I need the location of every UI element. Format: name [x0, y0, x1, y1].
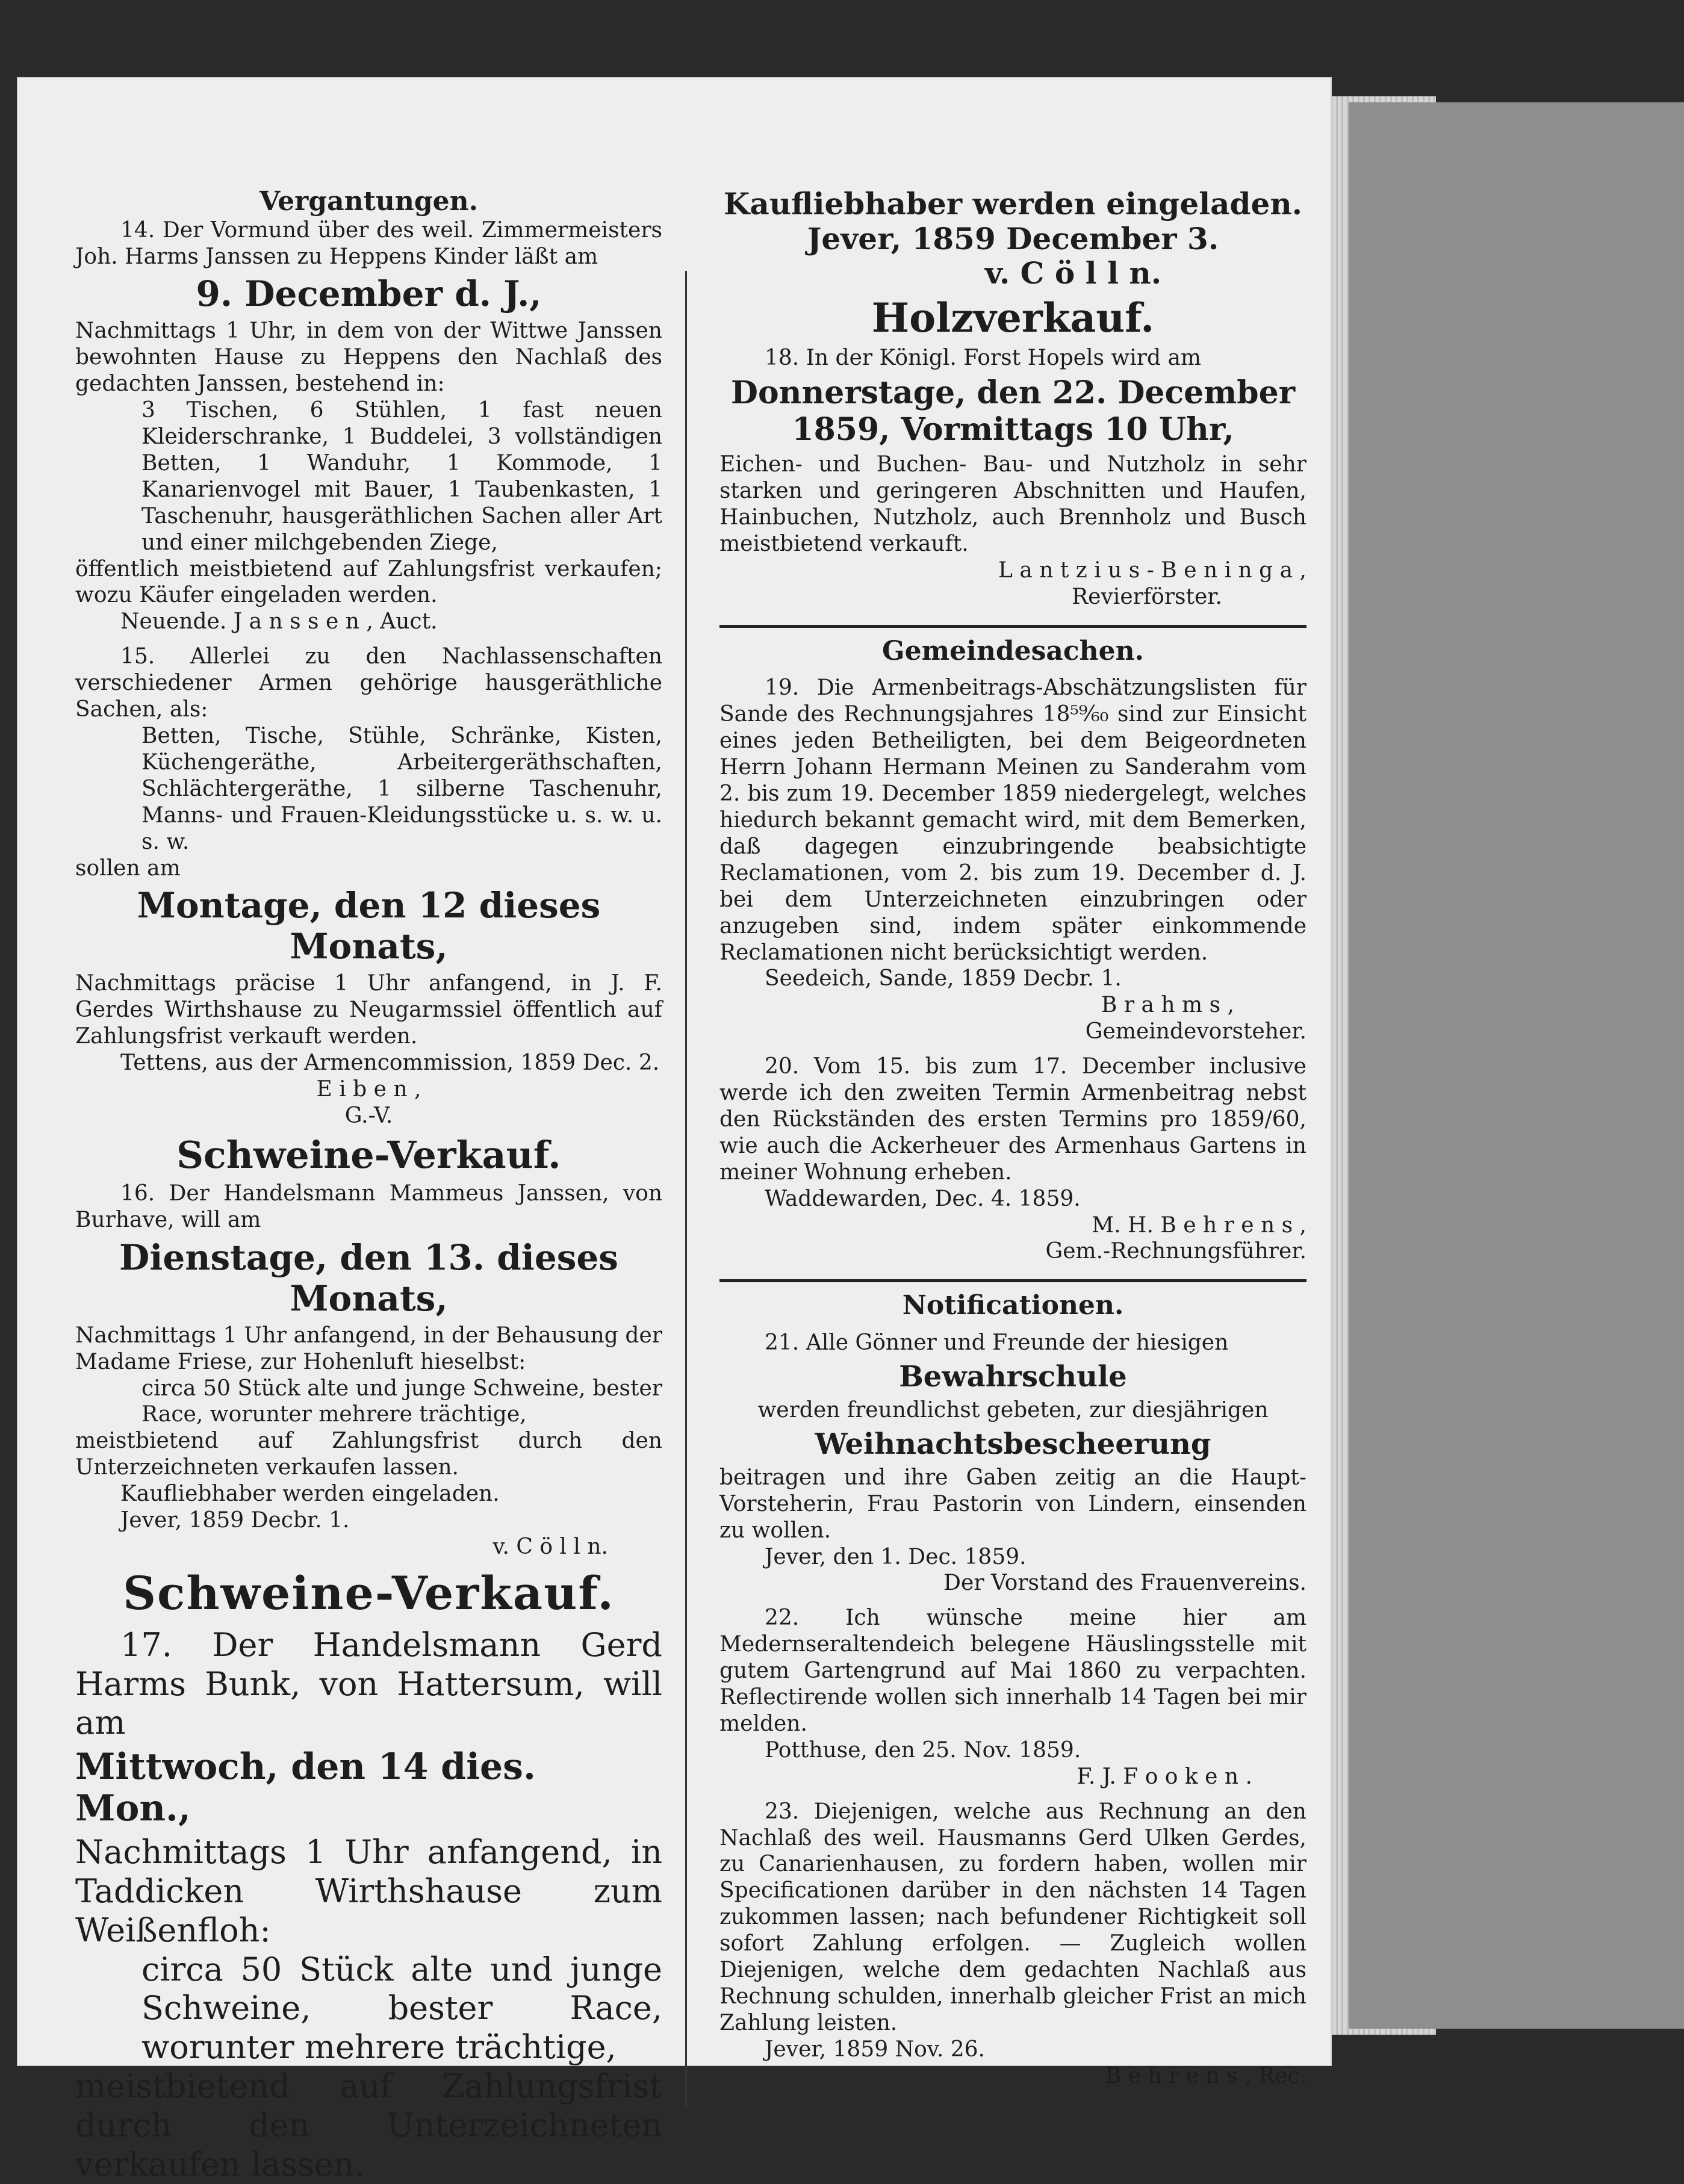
notice-14-signoff: Neuende. J a n s s e n , Auct. [120, 609, 438, 634]
notice-19-signature-title: Gemeindevorsteher. [1085, 1019, 1306, 1044]
notice-21-bewahrschule: Bewahrschule [899, 1359, 1127, 1394]
section-rule [719, 1279, 1306, 1282]
section-heading-schweine-verkauf-1: Schweine-Verkauf. [176, 1132, 561, 1177]
notice-17-intro: 17. Der Handelsmann Gerd Harms Bunk, von Hattersum, will am [75, 1625, 662, 1742]
notice-14-text2: öffentlich meistbietend auf Zahlungsfrist verkaufen; wozu Käufer eingeladen werden. [75, 556, 662, 608]
notice-19-signature: B r a h m s , [1101, 993, 1234, 1018]
notice-16-signature: v. C ö l l n. [492, 1534, 608, 1559]
section-heading-vergantungen: Vergantungen. [259, 186, 478, 217]
notice-19-text: 19. Die Armenbeitrags-Abschätzungslisten für Sande des Rechnungsjahres 18⁵⁹⁄₆₀ sind zur Einsicht eines jeden Betheiligten, bei dem Beigeordneten Herrn Johann Hermann Meinen zu Sanderahm vom 2. bis zum 19. December 1859 niedergelegt, welches hiedurch bekannt gemacht wird, mit dem Bemerken, daß dagegen einzubringende beabsichtigte Reclamationen, vom 2. bis zum 19. December d. J. bei dem Unterzeichneten einzubringen oder anzugeben sind, indem später einkommende Reclamationen nicht berücksichtigt werden. [719, 675, 1306, 965]
section-heading-schweine-verkauf-2: Schweine-Verkauf. [123, 1566, 615, 1620]
notice-15-date: Montage, den 12 dieses Monats, [137, 885, 601, 967]
notice-15-signature-title: G.-V. [344, 1103, 393, 1128]
notice-20-place: Waddewarden, Dec. 4. 1859. [765, 1186, 1081, 1211]
notice-20-signature-title: Gem.-Rechnungsführer. [1045, 1239, 1306, 1264]
notice-16-items: circa 50 Stück alte und junge Schweine, bester Race, worunter mehrere trächtige, [141, 1376, 662, 1427]
section-rule [719, 625, 1306, 628]
notice-16-text: Nachmittags 1 Uhr anfangend, in der Behausung der Madame Friese, zur Hohenluft hieselbst: [75, 1323, 662, 1374]
notice-16-intro: 16. Der Handelsmann Mammeus Janssen, von Burhave, will am [75, 1180, 662, 1232]
notice-18-date: Donnerstage, den 22. December 1859, Vormittags 10 Uhr, [730, 374, 1296, 448]
continued-invite: Kaufliebhaber werden eingeladen. [723, 186, 1303, 222]
continued-signature: v. C ö l l n. [984, 255, 1162, 291]
notice-23-text: 23. Diejenigen, welche aus Rechnung an den Nachlaß des weil. Hausmanns Gerd Ulken Gerdes, zu Canarienhausen, zu fordern haben, wollen mir Specificationen darüber in den nächsten 14 Tagen zukommen lassen; nach befundener Richtigkeit soll sofort Zahlung erfolgen. — Zugleich wollen Diejenigen, welche dem gedachten Nachlaß aus Rechnung schulden, innerhalb gleicher Frist an mich Zahlung leisten. [719, 1799, 1306, 2035]
notice-23-signature: B e h r e n s , Rec. [1105, 2063, 1306, 2088]
notice-14-text: Nachmittags 1 Uhr, in dem von der Wittwe Janssen bewohnten Hause zu Heppens den Nachlaß des gedachten Janssen, bestehend in: [75, 318, 662, 397]
notice-16-invite: Kaufliebhaber werden eingeladen. [120, 1481, 500, 1507]
notice-15-text: sollen am [75, 855, 181, 881]
notice-16-text2: meistbietend auf Zahlungsfrist durch den Unterzeichneten verkaufen lassen. [75, 1429, 662, 1480]
newspaper-page [18, 78, 1331, 2183]
notice-14-items: 3 Tischen, 6 Stühlen, 1 fast neuen Kleiderschranke, 1 Buddelei, 3 vollständigen Betten, 1 Wanduhr, 1 Kommode, 1 Kanarienvogel mit Bauer, 1 Taubenkasten, 1 Taschenuhr, hausgeräthlichen Sachen aller Art und einer milchgebenden Ziege, [141, 398, 662, 555]
notice-15-items: Betten, Tische, Stühle, Schränke, Kisten, Küchengeräthe, Arbeitergeräthschaften, Schlächtergeräthe, 1 silberne Taschenuhr, Manns- und Frauen-Kleidungsstücke u. s. w. u. s. w. [141, 724, 662, 854]
notice-17-text: Nachmittags 1 Uhr anfangend, in Taddicken Wirthshause zum Weißenfloh: [75, 1833, 662, 1949]
notice-22-place: Potthuse, den 25. Nov. 1859. [765, 1737, 1081, 1763]
continued-place: Jever, 1859 December 3. [807, 220, 1219, 256]
notice-21-signature: Der Vorstand des Frauenvereins. [943, 1571, 1306, 1596]
notice-15-signature: E i b e n , [316, 1077, 421, 1102]
notice-17-items: circa 50 Stück alte und junge Schweine, bester Race, worunter mehrere trächtige, [141, 1950, 662, 2067]
notice-20-text: 20. Vom 15. bis zum 17. December inclusive werde ich den zweiten Termin Armenbeitrag nebst den Rückständen des ersten Termins pro 1859/60, wie auch die Ackerheuer des Armenhaus Gartens in meiner Wohnung erheben. [719, 1054, 1306, 1185]
notice-16-date: Dienstage, den 13. dieses Monats, [119, 1236, 618, 1319]
section-heading-holzverkauf: Holzverkauf. [871, 294, 1155, 341]
notice-18-intro: 18. In der Königl. Forst Hopels wird am [765, 345, 1202, 370]
notice-20-signature: M. H. B e h r e n s , [1092, 1212, 1306, 1238]
book-cover [1349, 102, 1684, 2029]
notice-22-text: 22. Ich wünsche meine hier am Medernseraltendeich belegene Häuslingsstelle mit gutem Gartengrund auf Mai 1860 zu verpachten. Reflectirende wollen sich innerhalb 14 Tagen bei mir melden. [719, 1605, 1306, 1736]
notice-15-place: Tettens, aus der Armencommission, 1859 Dec. 2. [120, 1050, 660, 1076]
notice-16-place: Jever, 1859 Decbr. 1. [120, 1508, 350, 1533]
notice-22-signature: F. J. F o o k e n . [1077, 1764, 1252, 1789]
notice-14-intro: 14. Der Vormund über des weil. Zimmermeisters Joh. Harms Janssen zu Heppens Kinder läßt am [75, 217, 662, 269]
notice-14-date: 9. December d. J., [196, 273, 542, 315]
notice-15-intro: 15. Allerlei zu den Nachlassenschaften verschiedener Armen gehörige hausgeräthliche Sachen, als: [75, 644, 662, 722]
notice-21-place: Jever, den 1. Dec. 1859. [765, 1544, 1027, 1569]
section-heading-gemeindesachen: Gemeindesachen. [882, 635, 1144, 666]
notice-23-place: Jever, 1859 Nov. 26. [765, 2037, 985, 2062]
column-divider [685, 271, 687, 2107]
notice-17-date: Mittwoch, den 14 dies. Mon., [75, 1746, 536, 1830]
notice-21-weihnachtsbescheerung: Weihnachtsbescheerung [815, 1427, 1211, 1461]
notice-17-text2: meistbietend auf Zahlungsfrist durch den Unterzeichneten verkaufen lassen. [75, 2067, 662, 2183]
right-column [719, 187, 1306, 2089]
section-heading-notificationen: Notificationen. [902, 1290, 1124, 1321]
notice-18-signature-title: Revierförster. [1072, 584, 1222, 609]
notice-21-intro: 21. Alle Gönner und Freunde der hiesigen [765, 1330, 1229, 1355]
notice-19-place: Seedeich, Sande, 1859 Decbr. 1. [765, 966, 1122, 991]
notice-18-text: Eichen- und Buchen- Bau- und Nutzholz in sehr starken und geringeren Abschnitten und Haufen, Hainbuchen, Nutzholz, auch Brennholz und Busch meistbietend verkauft. [719, 452, 1306, 557]
left-column [75, 187, 662, 2184]
notice-21-text2: beitragen und ihre Gaben zeitig an die Haupt-Vorsteherin, Frau Pastorin von Lindern, einsenden zu wollen. [719, 1465, 1306, 1543]
notice-18-signature: L a n t z i u s - B e n i n g a , [998, 558, 1306, 583]
notice-21-text: werden freundlichst gebeten, zur diesjährigen [757, 1397, 1269, 1422]
notice-15-text2: Nachmittags präcise 1 Uhr anfangend, in J. F. Gerdes Wirthshause zu Neugarmssiel öffentlich auf Zahlungsfrist verkauft werden. [75, 971, 662, 1049]
